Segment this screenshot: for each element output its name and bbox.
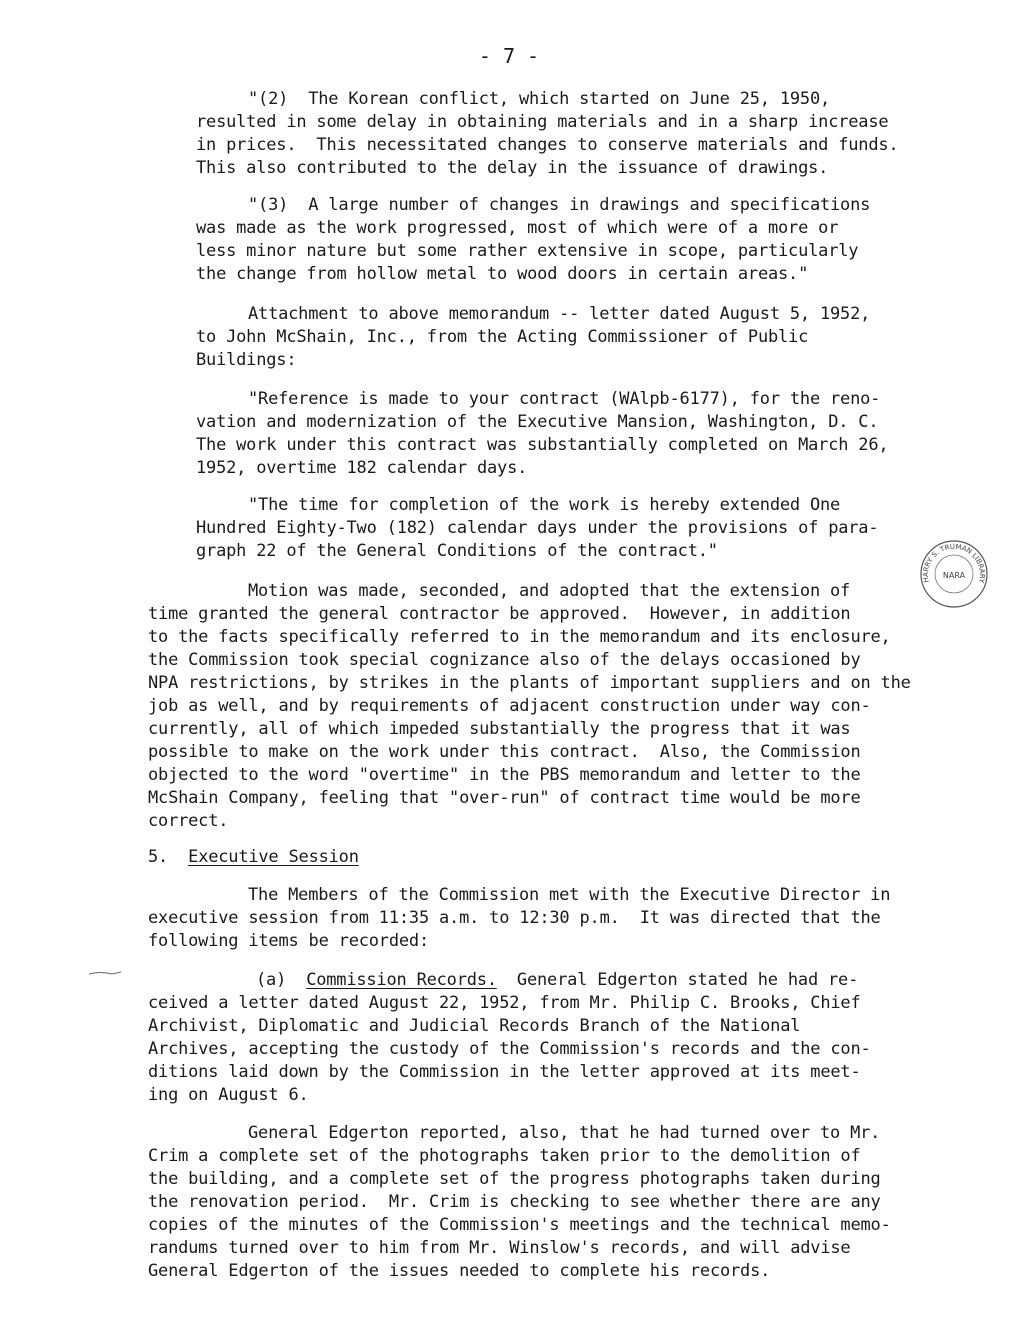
paragraph-line: (a) Commission Records. General Edgerton stated he had re-: [256, 970, 859, 990]
paragraph-line: "The time for completion of the work is hereby extended One: [248, 495, 841, 515]
paragraph-line: The Members of the Commission met with the Executive Director in: [248, 885, 891, 905]
page-number: - 7 -: [478, 44, 540, 68]
paragraph-line: copies of the minutes of the Commission's meetings and the technical memo-: [148, 1215, 891, 1235]
paragraph-line: executive session from 11:35 a.m. to 12:30 p.m. It was directed that the: [148, 908, 881, 928]
margin-mark-icon: [88, 968, 122, 978]
paragraph-line: Archivist, Diplomatic and Judicial Records Branch of the National: [148, 1016, 801, 1036]
subsection-title: Commission Records.: [306, 970, 497, 990]
paragraph-line: General Edgerton of the issues needed to complete his records.: [148, 1261, 771, 1281]
paragraph-line: Attachment to above memorandum -- letter dated August 5, 1952,: [248, 304, 871, 324]
svg-text:NARA: NARA: [942, 571, 966, 580]
paragraph-line: ceived a letter dated August 22, 1952, from Mr. Philip C. Brooks, Chief: [148, 993, 861, 1013]
paragraph-line: ing on August 6.: [148, 1085, 309, 1105]
paragraph-line: to the facts specifically referred to in the memorandum and its enclosure,: [148, 627, 891, 647]
paragraph-line: possible to make on the work under this contract. Also, the Commission: [148, 742, 861, 762]
paragraph-line: McShain Company, feeling that "over-run" of contract time would be more: [148, 788, 861, 808]
section-number: 5.: [148, 847, 169, 867]
svg-text:HARRY S. TRUMAN LIBRARY: HARRY S. TRUMAN LIBRARY: [921, 542, 987, 584]
paragraph-line: The work under this contract was substantially completed on March 26,: [196, 435, 889, 455]
paragraph-line: the building, and a complete set of the progress photographs taken during: [148, 1169, 881, 1189]
paragraph-line: following items be recorded:: [148, 931, 429, 951]
paragraph-line: Archives, accepting the custody of the Commission's records and the con-: [148, 1039, 871, 1059]
paragraph-line: Motion was made, seconded, and adopted that the extension of: [248, 581, 851, 601]
paragraph-line: job as well, and by requirements of adjacent construction under way con-: [148, 696, 871, 716]
paragraph-line: resulted in some delay in obtaining materials and in a sharp increase: [196, 112, 889, 132]
paragraph-line: Buildings:: [196, 350, 297, 370]
paragraph-line: "Reference is made to your contract (WAlpb-6177), for the reno-: [248, 389, 881, 409]
paragraph-line: General Edgerton reported, also, that he had turned over to Mr.: [248, 1123, 881, 1143]
paragraph-line: ditions laid down by the Commission in the letter approved at its meet-: [148, 1062, 861, 1082]
paragraph-line: randums turned over to him from Mr. Winslow's records, and will advise: [148, 1238, 851, 1258]
section-heading: [148, 846, 359, 868]
paragraph-line: to John McShain, Inc., from the Acting Commissioner of Public: [196, 327, 809, 347]
paragraph-line: NPA restrictions, by strikes in the plants of important suppliers and on the: [148, 673, 911, 693]
paragraph-line: This also contributed to the delay in the issuance of drawings.: [196, 158, 829, 178]
paragraph-line: the renovation period. Mr. Crim is checking to see whether there are any: [148, 1192, 881, 1212]
paragraph-line: was made as the work progressed, most of which were of a more or: [196, 218, 839, 238]
library-stamp-icon: [918, 538, 990, 610]
paragraph-line: time granted the general contractor be approved. However, in addition: [148, 604, 851, 624]
paragraph-line: Crim a complete set of the photographs taken prior to the demolition of: [148, 1146, 861, 1166]
paragraph-line: "(3) A large number of changes in drawings and specifications: [248, 195, 871, 215]
paragraph-line: the Commission took special cognizance also of the delays occasioned by: [148, 650, 861, 670]
paragraph-line: graph 22 of the General Conditions of the contract.": [196, 541, 718, 561]
paragraph-line: correct.: [148, 811, 229, 831]
paragraph-line: the change from hollow metal to wood doors in certain areas.": [196, 264, 809, 284]
paragraph-line: vation and modernization of the Executive Mansion, Washington, D. C.: [196, 412, 879, 432]
section-title: Executive Session: [188, 847, 359, 867]
paragraph-line: objected to the word "overtime" in the PBS memorandum and letter to the: [148, 765, 861, 785]
paragraph-line: in prices. This necessitated changes to conserve materials and funds.: [196, 135, 899, 155]
paragraph-line: less minor nature but some rather extensive in scope, particularly: [196, 241, 859, 261]
paragraph-line: "(2) The Korean conflict, which started on June 25, 1950,: [248, 89, 831, 109]
paragraph-line: currently, all of which impeded substantially the progress that it was: [148, 719, 851, 739]
paragraph-line: Hundred Eighty-Two (182) calendar days under the provisions of para-: [196, 518, 879, 538]
paragraph-line: 1952, overtime 182 calendar days.: [196, 458, 528, 478]
